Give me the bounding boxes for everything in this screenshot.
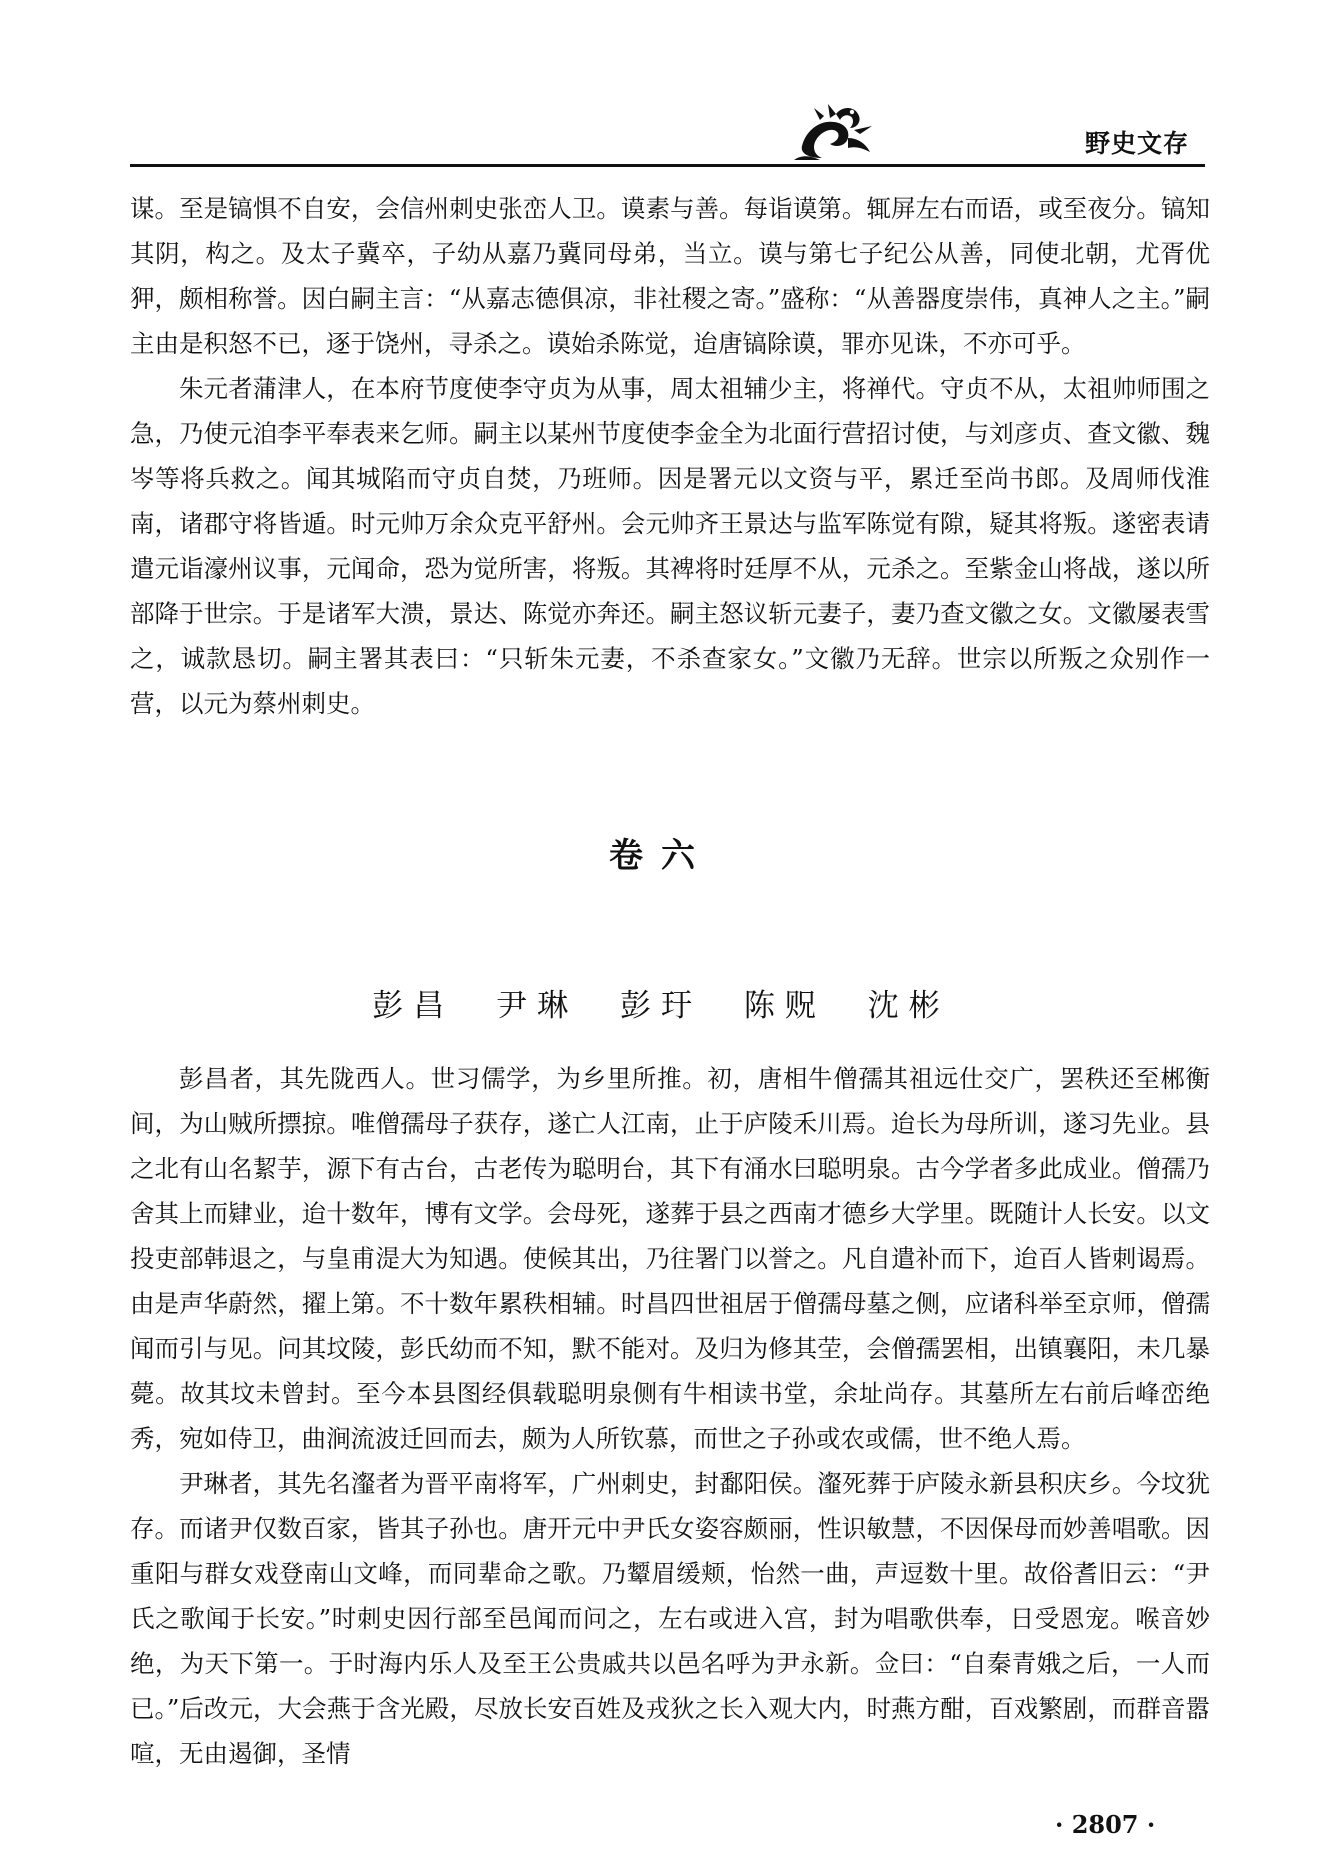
paragraph: 尹琳者，其先名瀣者为晋平南将军，广州刺史，封鄱阳侯。瀣死葬于庐陵永新县积庆乡。今坟犹存。而诸尹仅数百家，皆其子孙也。唐开元中尹氏女姿容颇丽，性识敏慧，不因保母而妙善唱歌。因重阳与群女戏登南山文峰，而同辈命之歌。乃颦眉缓颊，怡然一曲，声逗数十里。故俗耆旧云：“尹氏之歌闻于长安。”时刺史因行部至邑闻而问之，左右或进入宫，封为唱歌供奉，日受恩宠。喉音妙绝，为天下第一。于时海内乐人及至王公贵戚共以邑名呼为尹永新。佥曰：“自秦青娥之后，一人而已。”后改元，大会燕于含光殿，尽放长安百姓及戎狄之长入观大内，时燕方酣，百戏繁剧，而群音嚣喧，无由遏御，圣情: [130, 1469, 1210, 1768]
page-header: [0, 100, 1322, 172]
paragraph: 彭昌者，其先陇西人。世习儒学，为乡里所推。初，唐相牛僧孺其祖远仕交广，罢秩还至郴衡间，为山贼所摽掠。唯僧孺母子获存，遂亡人江南，止于庐陵禾川焉。迨长为母所训，遂习先业。县之北有山名絜芋，源下有古台，古老传为聪明台，其下有涌水曰聪明泉。古今学者多此成业。僧孺乃舍其上而肄业，迨十数年，博有文学。会母死，遂葬于县之西南才德乡大学里。既随计人长安。以文投吏部韩退之，与皇甫湜大为知遇。使候其出，乃往署门以誉之。凡自遣补而下，迨百人皆刺谒焉。由是声华蔚然，擢上第。不十数年累秩相辅。时昌四世祖居于僧孺母墓之侧，应诸科举至京师，僧孺闻而引与见。问其坟陵，彭氏幼而不知，默不能对。及归为修其茔，会僧孺罢相，出镇襄阳，未几暴薨。故其坟未曾封。至今本县图经俱载聪明泉侧有牛相读书堂，余址尚存。其墓所左右前后峰峦绝秀，宛如侍卫，曲涧流波迁回而去，颇为人所钦慕，而世之子孙或农或儒，世不绝人焉。: [130, 1064, 1210, 1453]
dragon-emblem-svg: [792, 100, 878, 164]
paragraph: 谋。至是镐惧不自安，会信州刺史张峦人卫。谟素与善。每诣谟第。辄屏左右而语，或至夜分。镐知其阴，构之。及太子冀卒，子幼从嘉乃冀同母弟，当立。谟与第七子纪公从善，同使北朝，尤胥优狎，颇相称誉。因白嗣主言：“从嘉志德俱凉，非社稷之寄。”盛称：“从善器度崇伟，真神人之主。”嗣主由是积怒不已，逐于饶州，寻杀之。谟始杀陈觉，迨唐镐除谟，罪亦见诛，不亦可乎。: [130, 194, 1210, 358]
header-rule: [130, 164, 1205, 167]
dragon-emblem-icon: [792, 100, 878, 168]
book-title: 野史文存: [1085, 129, 1190, 158]
section-title: 彭昌 尹琳 彭玗 陈贶 沈彬: [372, 988, 950, 1024]
volume-title: 卷六: [609, 836, 713, 876]
lower-text-block: [130, 1056, 1210, 1776]
page-number: · 2807 ·: [1055, 1810, 1156, 1839]
paragraph: 朱元者蒲津人，在本府节度使李守贞为从事，周太祖辅少主，将禅代。守贞不从，太祖帅师围之急，乃使元洎李平奉表来乞师。嗣主以某州节度使李金全为北面行营招讨使，与刘彦贞、查文徽、魏岑等将兵救之。闻其城陷而守贞自焚，乃班师。因是署元以文资与平，累迁至尚书郎。及周师伐淮南，诸郡守将皆遁。时元帅万余众克平舒州。会元帅齐王景达与监军陈觉有隙，疑其将叛。遂密表请遣元诣濠州议事，元闻命，恐为觉所害，将叛。其裨将时廷厚不从，元杀之。至紫金山将战，遂以所部降于世宗。于是诸军大溃，景达、陈觉亦奔还。嗣主怒议斩元妻子，妻乃查文徽之女。文徽屡表雪之，诚款恳切。嗣主署其表曰：“只斩朱元妻，不杀查家女。”文徽乃无辞。世宗以所叛之众别作一营，以元为蔡州刺史。: [130, 374, 1210, 718]
upper-text-block: [130, 186, 1210, 726]
